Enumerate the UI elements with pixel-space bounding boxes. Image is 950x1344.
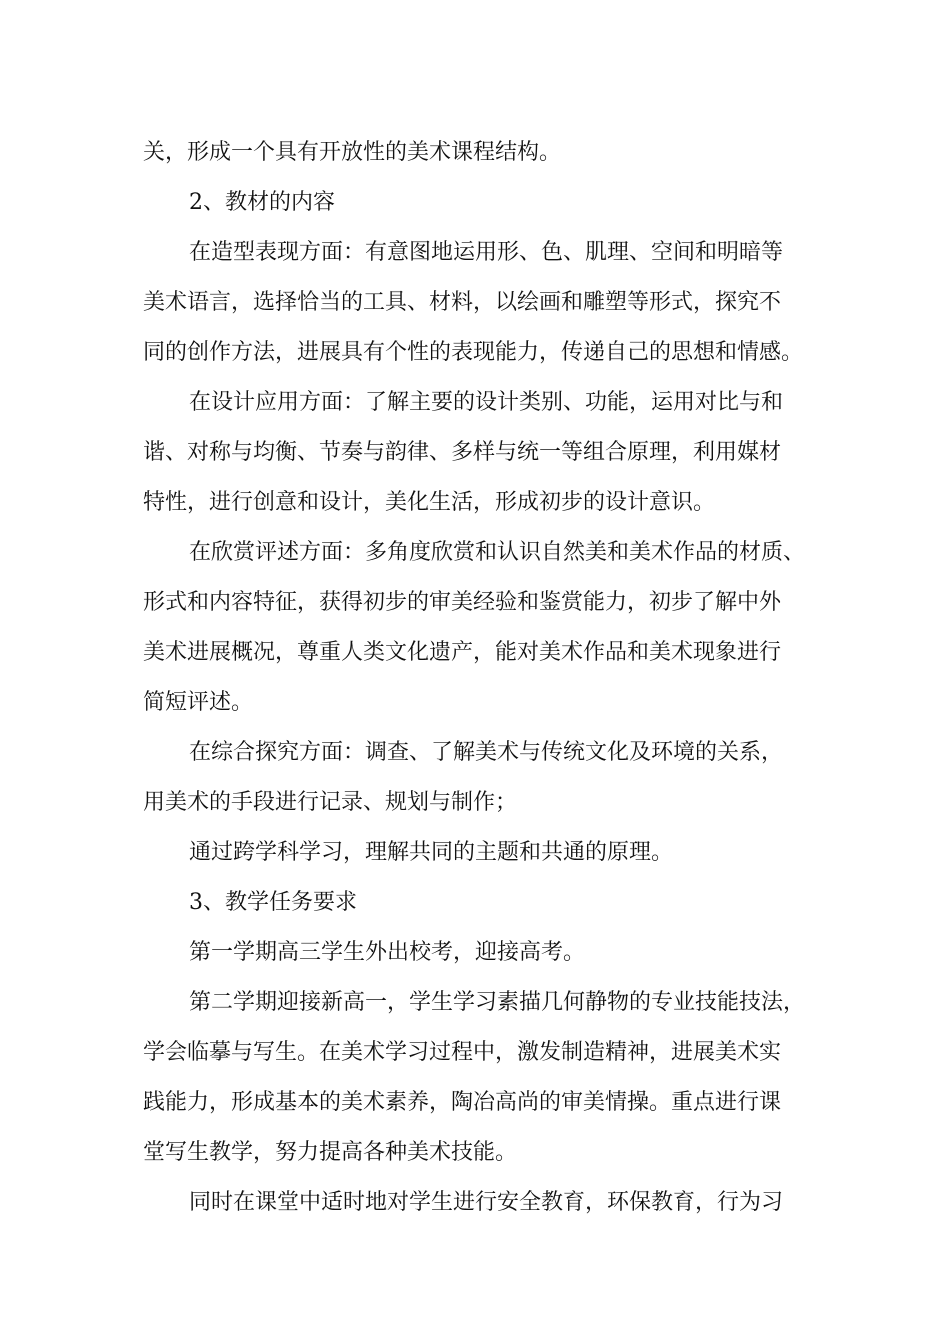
text-line: 在综合探究方面：调查、了解美术与传统文化及环境的关系， [189,740,784,765]
text-line: 第一学期高三学生外出校考，迎接高考。 [189,940,586,965]
text-line: 特性，进行创意和设计，美化生活，形成初步的设计意识。 [143,490,716,515]
text-line: 同时在课堂中适时地对学生进行安全教育，环保教育，行为习 [189,1190,784,1215]
text-line: 同的创作方法，进展具有个性的表现能力，传递自己的思想和情感。 [143,340,804,365]
text-line: 学会临摹与写生。在美术学习过程中，激发制造精神，进展美术实 [143,1040,782,1065]
text-line: 第二学期迎接新高一，学生学习素描几何静物的专业技能技法， [189,990,806,1015]
document-body [143,128,823,1228]
text-line: 关，形成一个具有开放性的美术课程结构。 [143,140,562,165]
text-line: 在设计应用方面：了解主要的设计类别、功能，运用对比与和 [189,390,784,415]
text-line: 美术语言，选择恰当的工具、材料，以绘画和雕塑等形式，探究不 [143,290,782,315]
text-line: 简短评述。 [143,690,254,715]
text-line: 2、教材的内容 [189,190,335,215]
text-line: 用美术的手段进行记录、规划与制作； [143,790,518,815]
text-line: 形式和内容特征，获得初步的审美经验和鉴赏能力，初步了解中外 [143,590,782,615]
text-line: 3、教学任务要求 [189,890,357,915]
text-line: 在欣赏评述方面：多角度欣赏和认识自然美和美术作品的材质、 [189,540,806,565]
text-line: 践能力，形成基本的美术素养，陶冶高尚的审美情操。重点进行课 [143,1090,782,1115]
text-line: 在造型表现方面：有意图地运用形、色、肌理、空间和明暗等 [189,240,784,265]
text-line: 美术进展概况，尊重人类文化遗产，能对美术作品和美术现象进行 [143,640,782,665]
text-line: 堂写生教学，努力提高各种美术技能。 [143,1140,518,1165]
text-line: 通过跨学科学习，理解共同的主题和共通的原理。 [189,840,674,865]
text-line: 谐、对称与均衡、节奏与韵律、多样与统一等组合原理，利用媒材 [143,440,782,465]
